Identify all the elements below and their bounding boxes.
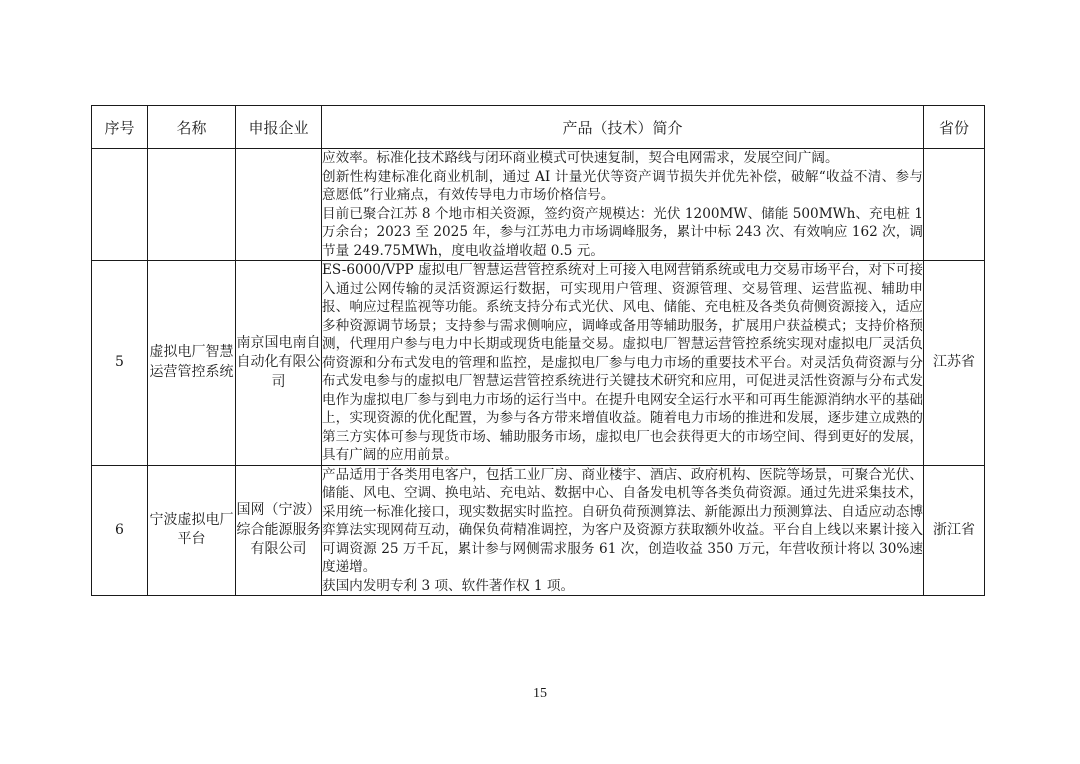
table-header-row (92, 106, 985, 149)
description-paragraph: ES-6000/VPP 虚拟电厂智慧运营管控系统对上可接入电网营销系统或电力交易市场平台，对下可接入通过公网传输的灵活资源运行数据，可实现用户管理、资源管理、交易管理、运营监视、辅助申报、响应过程监视等功能。系统支持分布式光伏、风电、储能、充电桩及各类负荷侧资源接入，适应多种资源调节场景；支持参与需求侧响应，调峰或备用等辅助服务，扩展用户获益模式；支持价格预测，代理用户参与电力中长期或现货电能量交易。虚拟电厂智慧运营管控系统实现对虚拟电厂灵活负荷资源和分布式发电的管理和监控，是虚拟电厂参与电力市场的重要技术平台。对灵活负荷资源与分布式发电参与的虚拟电厂智慧运营管控系统进行关键技术研究和应用，可促进灵活性资源与分布式发电作为虚拟电厂参与到电力市场的运行当中。在提升电网安全运行水平和可再生能源消纳水平的基础上，实现资源的优化配置，为参与各方带来增值收益。随着电力市场的推进和发展，逐步建立成熟的第三方实体可参与现货市场、辅助服务市场，虚拟电厂也会获得更大的市场空间、得到更好的发展，具有广阔的应用前景。 (322, 262, 923, 463)
header-province: 省份 (924, 106, 985, 149)
row-description (322, 261, 924, 466)
row-province: 浙江省 (924, 465, 985, 596)
description-paragraph: 获国内发明专利 3 项、软件著作权 1 项。 (322, 577, 575, 594)
row-province: 江苏省 (924, 261, 985, 466)
row-description (322, 465, 924, 596)
row-name (148, 149, 236, 261)
header-name: 名称 (148, 106, 236, 149)
page-number: 15 (533, 686, 547, 701)
description-paragraph: 目前已聚合江苏 8 个地市相关资源，签约资产规模达：光伏 1200MW、储能 500MWh、充电桩 1 万余台；2023 至 2025 年，参与江苏电力市场调峰服务，累计中标 243 次、有效响应 162 次，调节量 249.75MWh，度电收益增收超 0.5 元。 (322, 205, 923, 259)
table-row (92, 261, 985, 466)
row-province (924, 149, 985, 261)
table-row (92, 465, 985, 596)
description-paragraph: 产品适用于各类用电客户，包括工业厂房、商业楼宇、酒店、政府机构、医院等场景，可聚合光伏、储能、风电、空调、换电站、充电站、数据中心、自备发电机等各类负荷资源。通过先进采集技术，采用统一标准化接口，现实数据实时监控。自研负荷预测算法、新能源出力预测算法、自适应动态博弈算法实现网荷互动，确保负荷精准调控，为客户及资源方获取额外收益。平台自上线以来累计接入可调资源 25 万千瓦，累计参与网侧需求服务 61 次，创造收益 350 万元，年营收预计将以 30%速度递增。 (322, 466, 923, 575)
row-description (322, 149, 924, 261)
description-paragraph: 创新性构建标准化商业机制，通过 AI 计量光伏等资产调节损失并优先补偿，破解“收益不清、参与意愿低”行业痛点，有效传导电力市场价格信号。 (322, 168, 923, 203)
row-index: 6 (92, 465, 148, 596)
description-paragraph: 应效率。标准化技术路线与闭环商业模式可快速复制，契合电网需求，发展空间广阔。 (322, 150, 839, 166)
header-company: 申报企业 (236, 106, 322, 149)
row-name: 虚拟电厂智慧运营管控系统 (148, 261, 236, 466)
row-index: 5 (92, 261, 148, 466)
header-index: 序号 (92, 106, 148, 149)
row-company (236, 149, 322, 261)
header-description: 产品（技术）简介 (322, 106, 924, 149)
row-company: 国网（宁波）综合能源服务有限公司 (236, 465, 322, 596)
row-company: 南京国电南自自动化有限公司 (236, 261, 322, 466)
row-name: 宁波虚拟电厂平台 (148, 465, 236, 596)
product-table (91, 105, 985, 596)
table-row (92, 149, 985, 261)
row-index (92, 149, 148, 261)
